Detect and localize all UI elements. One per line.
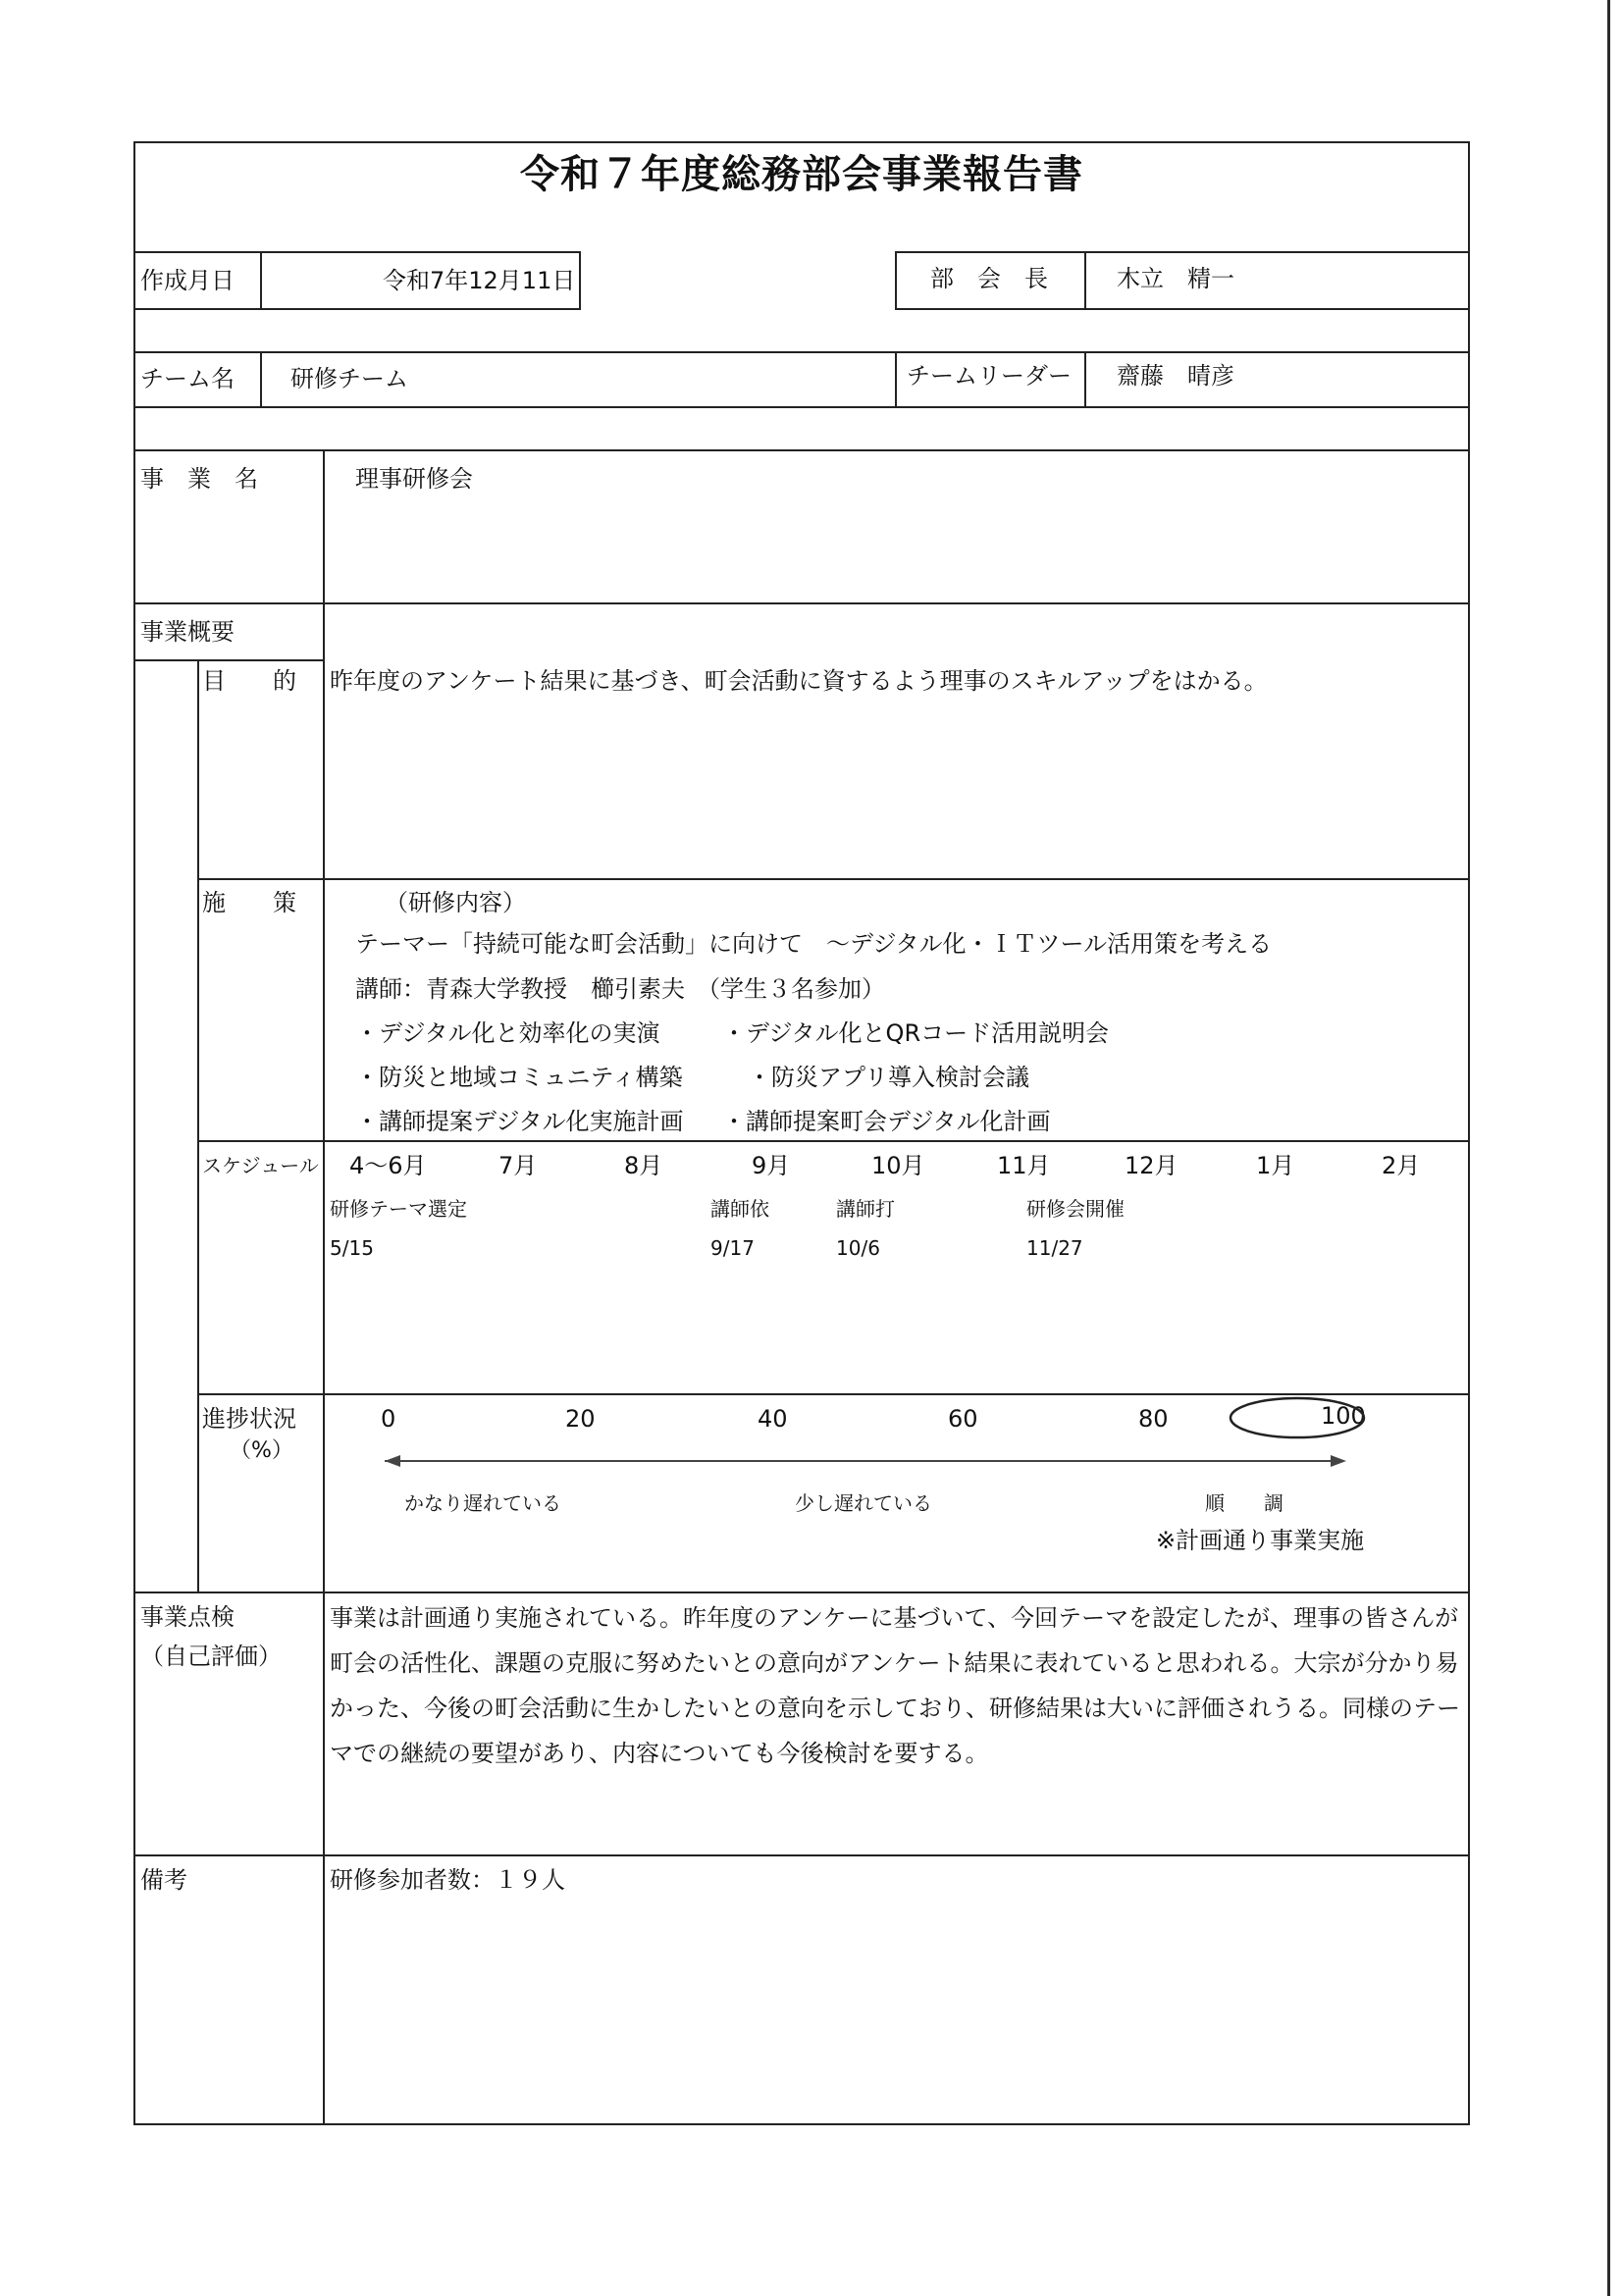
event-name: 研修会開催 <box>1026 1197 1125 1221</box>
status-label: 少し遅れている <box>795 1491 932 1515</box>
month-label: 1月 <box>1256 1152 1295 1179</box>
divider <box>197 659 199 1592</box>
divider <box>133 406 1470 408</box>
progress-tick: 20 <box>565 1405 596 1433</box>
progress-note: ※計画通り事業実施 <box>1156 1527 1365 1554</box>
month-label: 8月 <box>624 1152 663 1179</box>
project-value: 理事研修会 <box>355 465 473 493</box>
month-label: 12月 <box>1125 1152 1178 1179</box>
status-label: かなり遅れている <box>404 1491 561 1515</box>
event-name: 講師打 <box>836 1197 895 1221</box>
divider <box>133 602 1470 604</box>
evaluation-label-sub: （自己評価） <box>140 1643 282 1670</box>
divider <box>895 351 897 406</box>
measures-line: ・デジタル化と効率化の実演 <box>355 1019 660 1047</box>
project-label: 事 業 名 <box>140 465 258 493</box>
divider <box>1084 251 1086 310</box>
leader-label: チームリーダー <box>907 362 1072 390</box>
progress-label: 進捗状況 <box>202 1405 296 1433</box>
event-date: 5/15 <box>330 1236 374 1260</box>
event-name: 研修テーマ選定 <box>330 1197 467 1221</box>
progress-tick: 80 <box>1138 1405 1169 1433</box>
divider <box>133 659 324 661</box>
divider <box>197 1140 1470 1142</box>
month-label: 10月 <box>871 1152 925 1179</box>
measures-line: ・講師提案町会デジタル化計画 <box>722 1108 1051 1135</box>
team-value: 研修チーム <box>290 365 408 392</box>
measures-line: ・デジタル化とQRコード活用説明会 <box>722 1019 1110 1047</box>
measures-line: ・講師提案デジタル化実施計画 <box>355 1108 684 1135</box>
measures-line: ・防災と地域コミュニティ構築 <box>355 1064 683 1091</box>
created-value: 令和7年12月11日 <box>383 267 576 294</box>
remarks-text: 研修参加者数：１９人 <box>330 1866 565 1894</box>
chief-value: 木立 精一 <box>1117 265 1234 292</box>
progress-tick: 0 <box>381 1405 396 1433</box>
divider <box>323 449 325 2125</box>
measures-line: 講師：青森大学教授 櫛引素夫 （学生３名参加） <box>355 975 885 1003</box>
progress-selected-circle <box>1230 1398 1364 1437</box>
month-label: 4～6月 <box>349 1152 427 1179</box>
divider <box>133 449 1470 451</box>
event-date: 11/27 <box>1026 1236 1083 1260</box>
month-label: 9月 <box>752 1152 791 1179</box>
divider <box>260 251 262 310</box>
measures-line: ・防災アプリ導入検討会議 <box>748 1064 1030 1091</box>
remarks-label: 備考 <box>140 1866 187 1894</box>
month-label: 11月 <box>997 1152 1051 1179</box>
progress-unit: （%） <box>230 1438 293 1463</box>
event-date: 10/6 <box>836 1236 880 1260</box>
progress-tick-selected: 100 <box>1321 1402 1366 1430</box>
evaluation-text: 事業は計画通り実施されている。昨年度のアンケーに基づいて、今回テーマを設定したが、理事の皆さんが町会の活性化、課題の克服に努めたいとの意向がアンケート結果に表れていると思われる。大宗が分かり易かった、今後の町会活動に生かしたいとの意向を示しており、研修結果は大いに評価されうる。同様のテーマでの継続の要望があり、内容についても今後検討を要する。 <box>330 1604 1460 1767</box>
event-date: 9/17 <box>710 1236 755 1260</box>
measures-line: （研修内容） <box>385 889 526 916</box>
divider <box>260 351 262 406</box>
report-title: 令和７年度総務部会事業報告書 <box>520 152 1083 197</box>
divider <box>133 351 1470 353</box>
divider <box>133 1854 1470 1856</box>
divider <box>197 878 1470 880</box>
measures-line: テーマー「持続可能な町会活動」に向けて ～デジタル化・ＩＴツール活用策を考える <box>355 930 1273 958</box>
progress-tick: 40 <box>758 1405 788 1433</box>
scan-edge <box>1607 0 1610 2296</box>
measures-label: 施 策 <box>202 889 296 916</box>
divider <box>133 1592 1470 1593</box>
schedule-label: スケジュール <box>202 1154 319 1177</box>
month-label: 2月 <box>1382 1152 1421 1179</box>
chief-label: 部 会 長 <box>930 265 1048 292</box>
divider <box>1084 351 1086 406</box>
evaluation-label: 事業点検 <box>140 1603 235 1631</box>
purpose-text: 昨年度のアンケート結果に基づき、町会活動に資するよう理事のスキルアップをはかる。 <box>330 667 1268 695</box>
event-name: 講師依 <box>710 1197 769 1221</box>
team-label: チーム名 <box>140 365 235 392</box>
overview-label: 事業概要 <box>140 618 235 646</box>
leader-value: 齋藤 晴彦 <box>1117 362 1234 390</box>
progress-tick: 60 <box>948 1405 978 1433</box>
month-label: 7月 <box>498 1152 538 1179</box>
purpose-label: 目 的 <box>202 667 296 695</box>
status-label: 順 調 <box>1205 1491 1283 1515</box>
created-label: 作成月日 <box>140 267 235 294</box>
